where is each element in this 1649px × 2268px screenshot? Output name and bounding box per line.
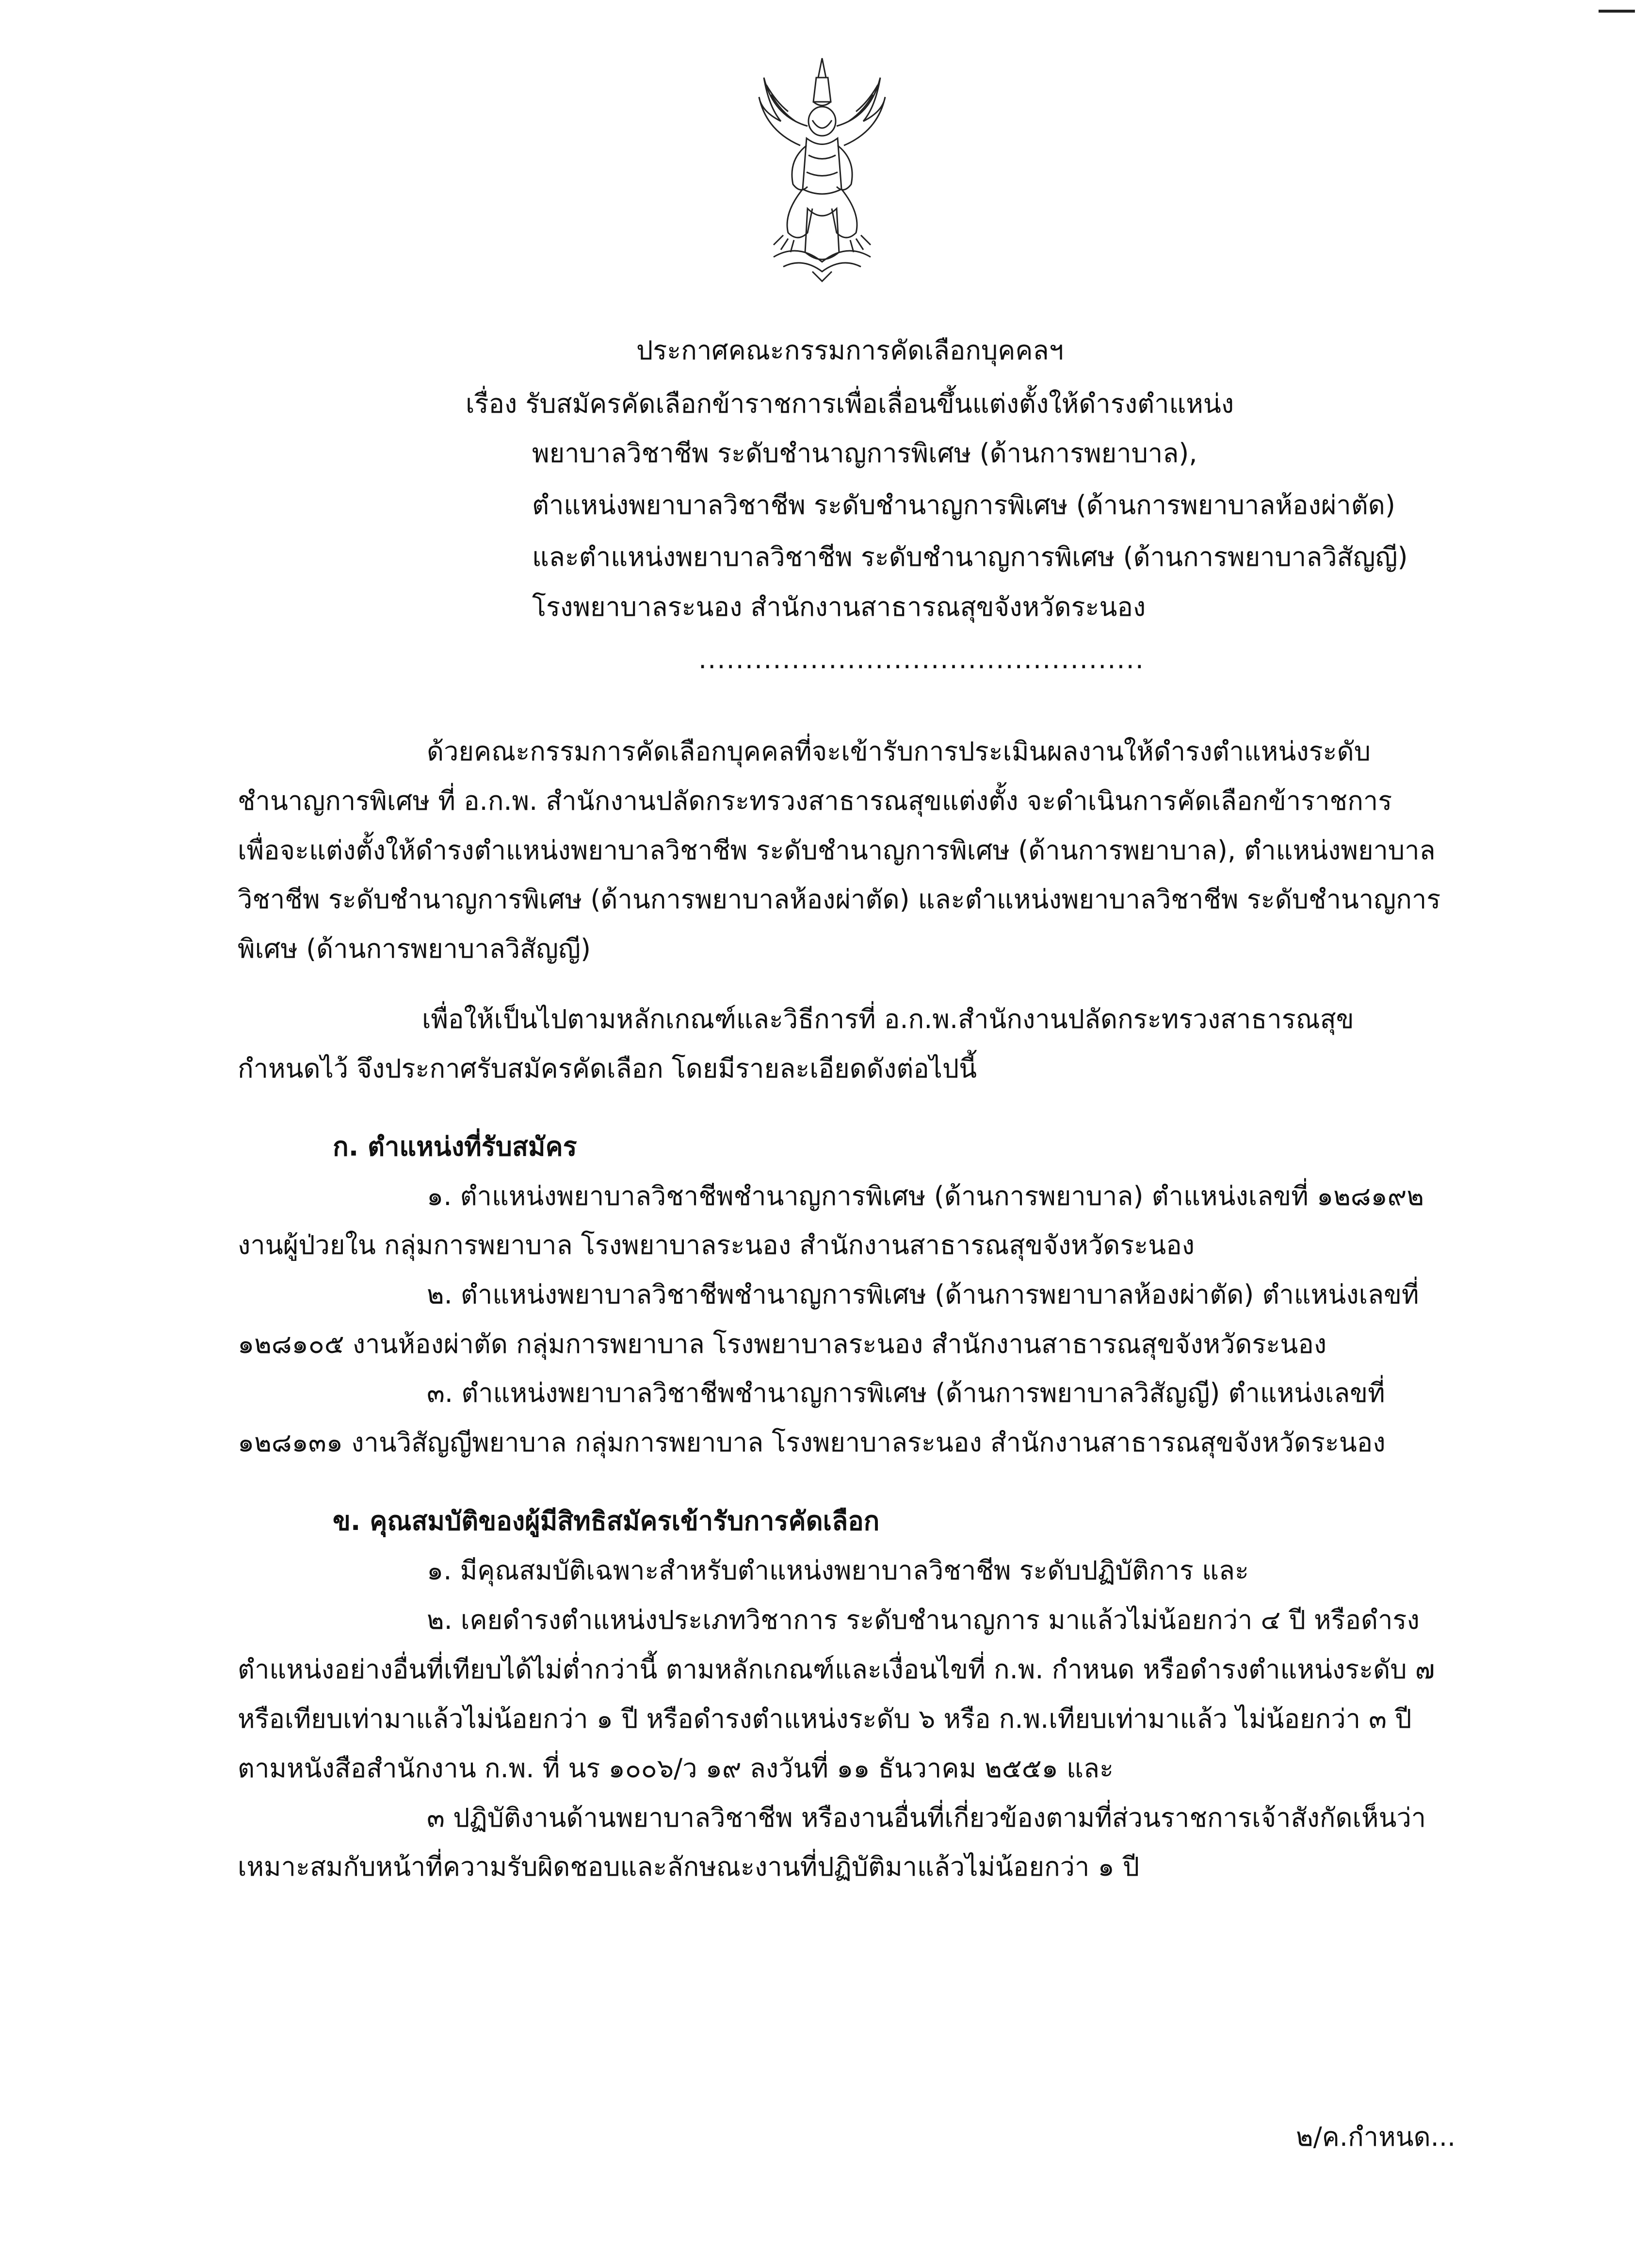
intro-para1-line5: พิเศษ (ด้านการพยาบาลวิสัญญี) [238,933,591,964]
intro-para1-line4: วิชาชีพ ระดับชำนาญการพิเศษ (ด้านการพยาบาลห้องผ่าตัด) และตำแหน่งพยาบาลวิชาชีพ ระดับชำนาญการ [238,884,1441,915]
section-b-heading: ข. คุณสมบัติของผู้มีสิทธิสมัครเข้ารับการคัดเลือก [333,1506,880,1536]
section-a-item1-line2: งานผู้ป่วยใน กลุ่มการพยาบาล โรงพยาบาลระนอง สำนักงานสาธารณสุขจังหวัดระนอง [238,1230,1195,1260]
subject-line-5: โรงพยาบาลระนอง สำนักงานสาธารณสุขจังหวัดระนอง [532,592,1146,622]
garuda-emblem-icon [754,48,890,286]
subject-line-3: ตำแหน่งพยาบาลวิชาชีพ ระดับชำนาญการพิเศษ (ด้านการพยาบาลห้องผ่าตัด) [532,490,1395,520]
section-a-item3-line1: ๓. ตำแหน่งพยาบาลวิชาชีพชำนาญการพิเศษ (ด้านการพยาบาลวิสัญญี) ตำแหน่งเลขที่ [427,1378,1385,1408]
section-b-item2-line3: หรือเทียบเท่ามาแล้วไม่น้อยกว่า ๑ ปี หรือดำรงตำแหน่งระดับ ๖ หรือ ก.พ.เทียบเท่ามาแล้ว ไม่น้อยกว่า ๓ ปี [238,1704,1412,1734]
section-b-item1: ๑. มีคุณสมบัติเฉพาะสำหรับตำแหน่งพยาบาลวิชาชีพ ระดับปฏิบัติการ และ [427,1555,1249,1586]
intro-para2-line1: เพื่อให้เป็นไปตามหลักเกณฑ์และวิธีการที่ อ.ก.พ.สำนักงานปลัดกระทรวงสาธารณสุข [422,1004,1354,1034]
section-a-item2-line2: ๑๒๘๑๐๕ งานห้องผ่าตัด กลุ่มการพยาบาล โรงพยาบาลระนอง สำนักงานสาธารณสุขจังหวัดระนอง [238,1329,1327,1359]
section-a-item2-line1: ๒. ตำแหน่งพยาบาลวิชาชีพชำนาญการพิเศษ (ด้านการพยาบาลห้องผ่าตัด) ตำแหน่งเลขที่ [427,1279,1419,1310]
section-b-item2-line4: ตามหนังสือสำนักงาน ก.พ. ที่ นร ๑๐๐๖/ว ๑๙ ลงวันที่ ๑๑ ธันวาคม ๒๕๕๑ และ [238,1753,1114,1784]
announcement-title: ประกาศคณะกรรมการคัดเลือกบุคคลฯ [636,335,1064,366]
section-b-item2-line2: ตำแหน่งอย่างอื่นที่เทียบได้ไม่ต่ำกว่านี้ ตามหลักเกณฑ์และเงื่อนไขที่ ก.พ. กำหนด หรือดำรงตำแหน่งระดับ ๗ [238,1654,1435,1685]
section-a-item1-line1: ๑. ตำแหน่งพยาบาลวิชาชีพชำนาญการพิเศษ (ด้านการพยาบาล) ตำแหน่งเลขที่ ๑๒๘๑๙๒ [427,1181,1424,1211]
subject-line-4: และตำแหน่งพยาบาลวิชาชีพ ระดับชำนาญการพิเศษ (ด้านการพยาบาลวิสัญญี) [532,542,1408,572]
intro-para1-line3: เพื่อจะแต่งตั้งให้ดำรงตำแหน่งพยาบาลวิชาชีพ ระดับชำนาญการพิเศษ (ด้านการพยาบาล), ตำแหน่งพยาบาล [238,835,1436,866]
section-a-item3-line2: ๑๒๘๑๓๑ งานวิสัญญีพยาบาล กลุ่มการพยาบาล โรงพยาบาลระนอง สำนักงานสาธารณสุขจังหวัดระนอง [238,1427,1386,1458]
intro-para1-line1: ด้วยคณะกรรมการคัดเลือกบุคคลที่จะเข้ารับการประเมินผลงานให้ดำรงตำแหน่งระดับ [427,736,1371,767]
corner-scan-mark [1599,10,1635,13]
section-b-item2-line1: ๒. เคยดำรงตำแหน่งประเภทวิชาการ ระดับชำนาญการ มาแล้วไม่น้อยกว่า ๔ ปี หรือดำรง [427,1605,1420,1635]
subject-line-2: พยาบาลวิชาชีพ ระดับชำนาญการพิเศษ (ด้านการพยาบาล), [532,438,1197,468]
section-b-item3-line2: เหมาะสมกับหน้าที่ความรับผิดชอบและลักษณะงานที่ปฏิบัติมาแล้วไม่น้อยกว่า ๑ ปี [238,1851,1140,1882]
intro-para1-line2: ชำนาญการพิเศษ ที่ อ.ก.พ. สำนักงานปลัดกระทรวงสาธารณสุขแต่งตั้ง จะดำเนินการคัดเลือกข้าราชการ [238,786,1392,816]
subject-line-1: เรื่อง รับสมัครคัดเลือกข้าราชการเพื่อเลื่อนขึ้นแต่งตั้งให้ดำรงตำแหน่ง [466,388,1234,419]
page-continuation: ๒/ค.กำหนด... [1296,2122,1456,2152]
section-a-heading: ก. ตำแหน่งที่รับสมัคร [333,1131,577,1162]
title-separator: ................................................ [698,644,1145,675]
intro-para2-line2: กำหนดไว้ จึงประกาศรับสมัครคัดเลือก โดยมีรายละเอียดดังต่อไปนี้ [238,1053,977,1084]
section-b-item3-line1: ๓ ปฏิบัติงานด้านพยาบาลวิชาชีพ หรืองานอื่นที่เกี่ยวข้องตามที่ส่วนราชการเจ้าสังกัดเห็นว่า [427,1802,1426,1833]
